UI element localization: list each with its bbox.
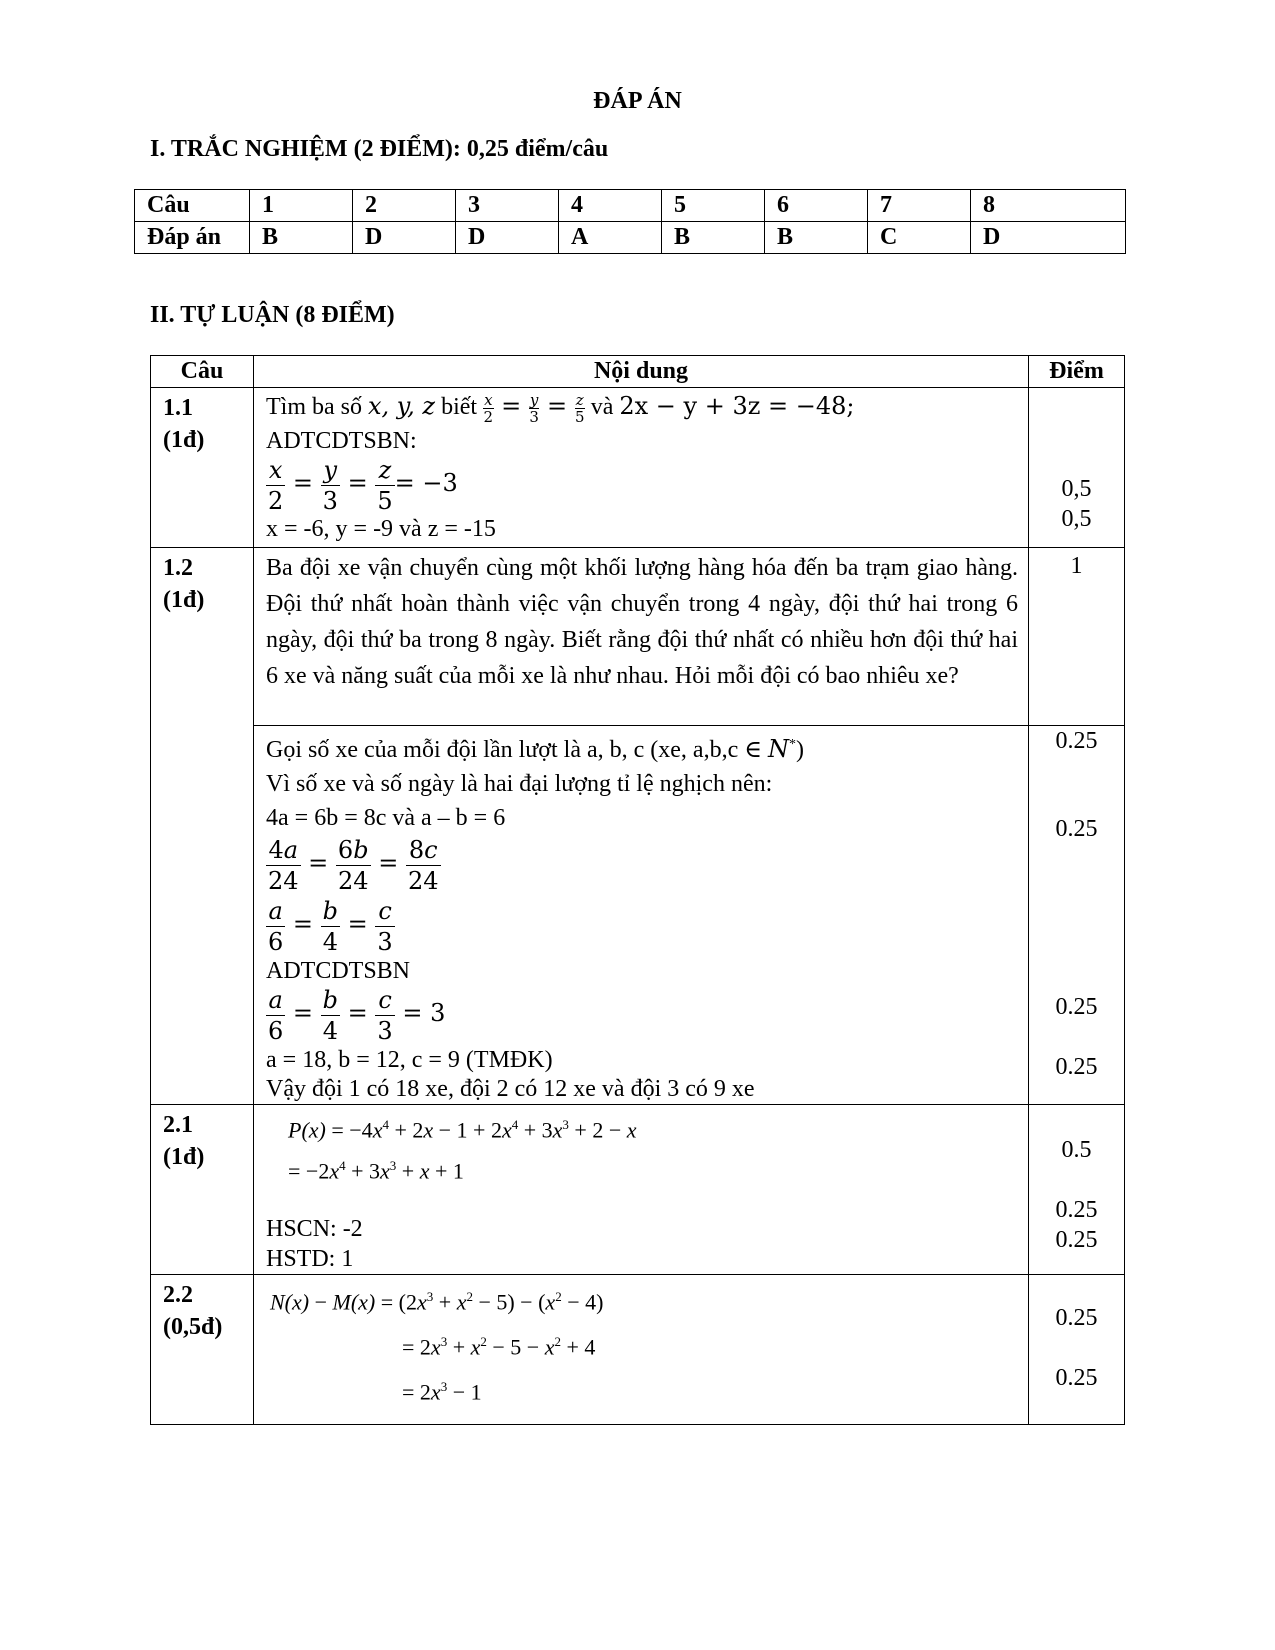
essay-row-2-1: [151, 1105, 1125, 1275]
answer-content: [254, 726, 1029, 1105]
question-label: Câu: [135, 190, 250, 222]
difference-expression: $N(x) - M(x) = (2x^3 + x^2 - 5) - (x^2 - 4)$: [270, 1288, 604, 1314]
definition-text: Gọi số xe của mỗi đội lần lượt là a, b, c (xe, a,b,c ∈: [266, 737, 768, 763]
answer-letter: B: [662, 222, 765, 254]
intro-equation: 2x − y + 3z = −48;: [619, 392, 855, 420]
ratio-result: = 3: [402, 999, 446, 1028]
conclusion-text: Vậy đội 1 có 18 xe, đội 2 có 12 xe và đội 3 có 9 xe: [266, 1076, 755, 1102]
essay-header-row: [151, 356, 1125, 388]
polynomial-simplified: = $-2x^4 + 3x^3 + x + 1$: [288, 1158, 464, 1184]
essay-row-2-2: [151, 1274, 1125, 1424]
relation-text: Vì số xe và số ngày là hai đại lượng tỉ lệ nghịch nên:: [266, 771, 773, 797]
fraction-x-2: $\frac{x}{2}$: [268, 455, 284, 515]
essay-row-1-2-solution: [151, 726, 1125, 1105]
leading-coefficient: HSCN: -2: [266, 1215, 363, 1242]
question-number: 6: [765, 190, 868, 222]
fraction-6b-24: $\frac{6b}{24}$: [337, 836, 369, 895]
header-content: Nội dung: [254, 356, 1029, 388]
answer-letter: D: [353, 222, 456, 254]
fraction-a-6: $\frac{a}{6}$: [268, 897, 284, 956]
answer-letter: B: [765, 222, 868, 254]
answer-letter: D: [456, 222, 559, 254]
fraction-y-3: $\frac{y}{3}$: [322, 455, 338, 515]
definition-end: ): [796, 737, 804, 763]
fraction-a-6: $\frac{a}{6}$: [268, 986, 284, 1045]
header-question: Câu: [151, 356, 254, 388]
answer-row: [135, 222, 1126, 254]
fraction-4a-24: $\frac{4a}{24}$: [268, 836, 299, 895]
fraction-c-3: $\frac{c}{3}$: [377, 897, 393, 956]
result-text: x = -6, y = -9 và z = -15: [266, 515, 496, 542]
score-cell: 0,5 0,5: [1029, 388, 1125, 548]
question-number: 8: [971, 190, 1126, 222]
score-cell: 0.25 0.25 0.25 0.25: [1029, 726, 1125, 1105]
section-1-heading: I. TRẮC NGHIỆM (2 ĐIỂM): 0,25 điểm/câu: [150, 136, 609, 162]
answer-letter: D: [971, 222, 1126, 254]
question-id: 1.1: [163, 395, 193, 421]
fraction-z-5: $\frac{z}{5}$: [377, 455, 393, 515]
question-id-cell: [151, 1105, 254, 1275]
score-cell: 0.25 0.25: [1029, 1274, 1125, 1424]
intro-and: và: [590, 394, 614, 420]
answer-letter: A: [559, 222, 662, 254]
method-label: ADTCDTSBN:: [266, 427, 417, 454]
answer-content: [254, 1105, 1029, 1275]
question-number: 4: [559, 190, 662, 222]
equation-text: 4a = 6b = 8c và a – b = 6: [266, 805, 506, 831]
section-2-heading: II. TỰ LUẬN (8 ĐIỂM): [150, 302, 395, 328]
fraction-z-5: $\frac{z}{5}$: [574, 390, 585, 426]
ratio-equation-2: $\frac{a}{6}$ = $\frac{b}{4}$ = $\frac{c}{3}$: [268, 897, 393, 956]
fraction-b-4: $\frac{b}{4}$: [322, 986, 339, 1045]
result-text: a = 18, b = 12, c = 9 (TMĐK): [266, 1047, 553, 1073]
difference-expanded: = $2x^3 + x^2 - 5 - x^2 + 4$: [402, 1333, 596, 1360]
question-id: 1.2: [163, 555, 193, 581]
question-points: (1đ): [163, 1144, 205, 1170]
essay-row-1-1: [151, 388, 1125, 548]
question-number: 5: [662, 190, 765, 222]
answer-letter: C: [868, 222, 971, 254]
question-points: (0,5đ): [163, 1313, 223, 1340]
question-points: (1đ): [163, 587, 205, 613]
ratio-equation-1: $\frac{4a}{24}$ = $\frac{6b}{24}$ = $\frac{8c}{24}$: [268, 836, 439, 895]
question-id-cell: [151, 388, 254, 548]
variable-definition: Gọi số xe của mỗi đội lần lượt là a, b, c (xe, a,b,c ∈ N*): [266, 735, 804, 763]
header-score: Điểm: [1029, 356, 1125, 388]
question-id-cell: [151, 548, 254, 1105]
difference-simplified: = $2x^3 - 1$: [402, 1379, 482, 1405]
answer-content: [254, 1274, 1029, 1424]
ratio-result: = −3: [394, 469, 458, 497]
answer-label: Đáp án: [135, 222, 250, 254]
answer-content: [254, 388, 1029, 548]
method-label: ADTCDTSBN: [266, 958, 411, 984]
question-points: (1đ): [163, 427, 205, 453]
essay-row-1-2-problem: [151, 548, 1125, 726]
intro-vars: x, y, z: [368, 392, 436, 420]
fraction-y-3: $\frac{y}{3}$: [529, 390, 539, 426]
question-row: [135, 190, 1126, 222]
question-id-cell: [151, 1274, 254, 1424]
answer-letter: B: [250, 222, 353, 254]
fraction-c-3: $\frac{c}{3}$: [377, 986, 393, 1045]
problem-text: Ba đội xe vận chuyển cùng một khối lượng hàng hóa đến ba trạm giao hàng. Đội thứ nhất hoàn thành việc vận chuyển trong 4 ngày, đội thứ hai trong 6 ngày, đội thứ ba trong 8 ngày. Biết rằng đội thứ nhất có nhiều hơn đội thứ hai 6 xe và năng suất của mỗi xe là như nhau. Hỏi mỗi đội có bao nhiêu xe?: [254, 548, 1029, 726]
fraction-8c-24: $\frac{8c}{24}$: [407, 836, 439, 895]
score-value: 1: [1029, 548, 1125, 726]
fraction-b-4: $\frac{b}{4}$: [322, 897, 339, 956]
question-number: 1: [250, 190, 353, 222]
question-id: 2.2: [163, 1281, 193, 1308]
natural-set: N: [768, 735, 789, 763]
essay-table: [150, 355, 1125, 1425]
question-id: 2.1: [163, 1112, 193, 1138]
question-number: 2: [353, 190, 456, 222]
fraction-x-2: $\frac{x}{2}$: [483, 390, 494, 426]
page-title: ĐÁP ÁN: [593, 88, 682, 114]
problem-statement: Tìm ba số x, y, z biết $\frac{x}{2}$ = $\frac{y}{3}$ = $\frac{z}{5}$ và 2x − y + 3z = −48;: [266, 390, 855, 426]
question-number: 3: [456, 190, 559, 222]
intro-text: Tìm ba số: [266, 394, 362, 420]
ratio-equation-3: $\frac{a}{6}$ = $\frac{b}{4}$ = $\frac{c}{3}$ = 3: [268, 986, 446, 1045]
constant-term: HSTD: 1: [266, 1245, 354, 1272]
question-number: 7: [868, 190, 971, 222]
ratio-equation: $\frac{x}{2}$ = $\frac{y}{3}$ = $\frac{z}{5}$ = −3: [268, 455, 458, 515]
score-cell: 0.5 0.25 0.25: [1029, 1105, 1125, 1275]
intro-biet: biết: [441, 394, 478, 420]
multiple-choice-table: [134, 189, 1126, 254]
polynomial-expression: $P(x) = -4x^4 + 2x - 1 + 2x^4 + 3x^3 + 2 - x$: [288, 1117, 637, 1143]
